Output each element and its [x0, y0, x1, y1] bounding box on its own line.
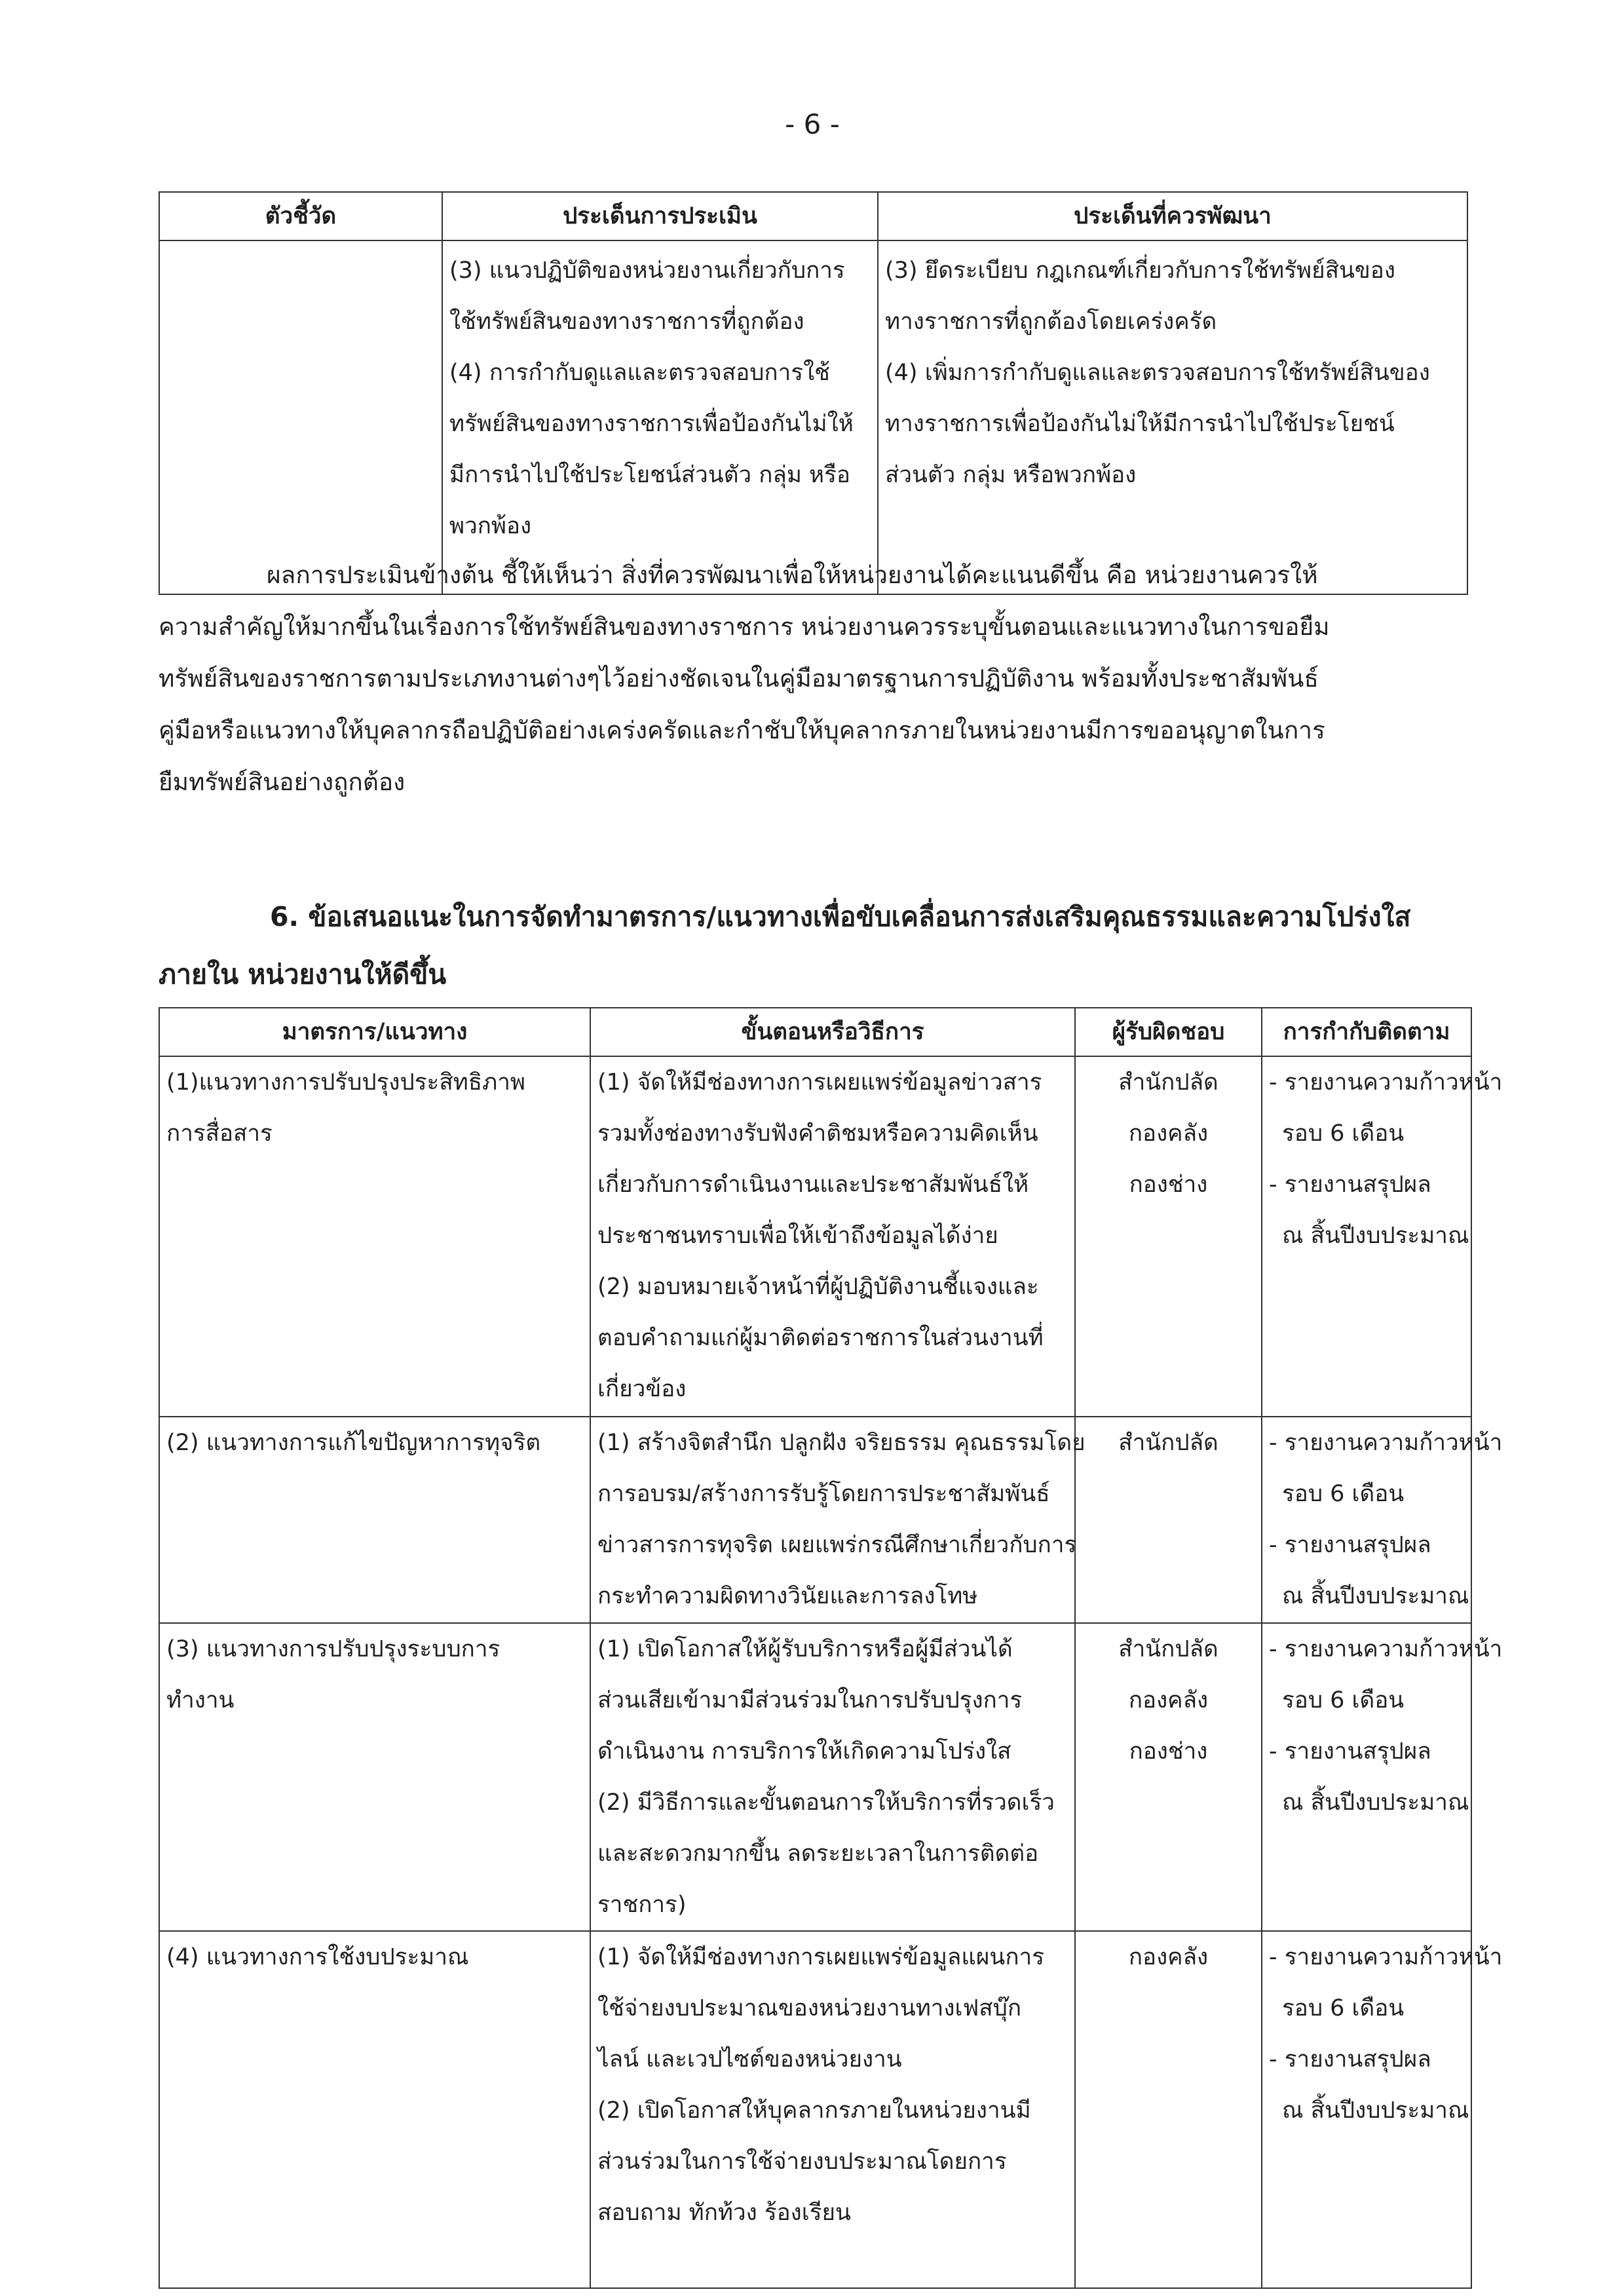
steps-line: (2) มอบหมายเจ้าหน้าที่ผู้ปฏิบัติงานชี้แจงและ	[597, 1274, 1039, 1300]
table-row	[159, 240, 1467, 594]
measure-line: (3) แนวทางการปรับปรุงระบบการ	[166, 1636, 500, 1662]
responsible-cell	[1075, 1056, 1262, 1417]
paragraph-line: ทรัพย์สินของราชการตามประเภทงานต่างๆไว้อย่างชัดเจนในคู่มือมาตรฐานการปฏิบัติงาน พร้อมทั้งประชาสัมพันธ์	[159, 664, 1319, 693]
responsible-cell	[1075, 1417, 1262, 1623]
steps-cell	[590, 1056, 1075, 1417]
header-assessment: ประเด็นการประเมิน	[442, 192, 878, 240]
steps-line: ส่วนเสียเข้ามามีส่วนร่วมในการปรับปรุงการ	[597, 1687, 1023, 1713]
assessment-line: (4) การกำกับดูแลและตรวจสอบการใช้	[449, 360, 830, 386]
steps-line: ดำเนินงาน การบริการให้เกิดความโปร่งใส	[597, 1738, 1011, 1765]
monitoring-cell	[1262, 1623, 1503, 1931]
measure-line: ทำงาน	[166, 1687, 235, 1713]
steps-line: ส่วนร่วมในการใช้จ่ายงบประมาณโดยการ	[597, 2149, 1007, 2175]
measure-line: (1)แนวทางการปรับปรุงประสิทธิภาพ	[166, 1069, 525, 1096]
monitoring-line: ณ สิ้นปีงบประมาณ	[1282, 2097, 1469, 2124]
assessment-line: (3) แนวปฏิบัติของหน่วยงานเกี่ยวกับการ	[449, 258, 845, 284]
monitoring-line: - รายงานสรุปผล	[1269, 2046, 1431, 2073]
assessment-cell	[442, 240, 878, 594]
paragraph-line: ความสำคัญให้มากขึ้นในเรื่องการใช้ทรัพย์สินของทางราชการ หน่วยงานควรระบุขั้นตอนและแนวทางในการขอยืม	[159, 613, 1330, 641]
header-development: ประเด็นที่ควรพัฒนา	[878, 192, 1467, 240]
development-cell	[878, 240, 1467, 594]
header-responsible: ผู้รับผิดชอบ	[1075, 1008, 1262, 1056]
steps-line: ใช้จ่ายงบประมาณของหน่วยงานทางเฟสบุ๊ก	[597, 1995, 1022, 2021]
measures-table-header	[159, 1008, 1471, 1056]
development-line: (4) เพิ่มการกำกับดูแลและตรวจสอบการใช้ทรัพย์สินของ	[885, 360, 1430, 386]
monitoring-cell	[1262, 1931, 1503, 2288]
monitoring-line: รอบ 6 เดือน	[1282, 1995, 1405, 2021]
paragraph-line: ยืมทรัพย์สินอย่างถูกต้อง	[159, 768, 406, 796]
development-line: ส่วนตัว กลุ่ม หรือพวกพ้อง	[885, 462, 1137, 488]
measure-line: การสื่อสาร	[166, 1120, 273, 1147]
steps-line: (1) สร้างจิตสำนึก ปลูกฝัง จริยธรรม คุณธรรมโดย	[597, 1430, 1086, 1456]
measures-table	[159, 1007, 1503, 2289]
steps-cell	[590, 1931, 1075, 2288]
header-monitoring: การกำกับติดตาม	[1262, 1008, 1471, 1056]
table-row	[159, 1931, 1471, 2288]
table-row	[159, 1056, 1471, 1417]
steps-line: (1) เปิดโอกาสให้ผู้รับบริการหรือผู้มีส่วนได้	[597, 1636, 1013, 1662]
development-line: ทางราชการเพื่อป้องกันไม่ให้มีการนำไปใช้ประโยชน์	[885, 411, 1395, 437]
steps-line: (1) จัดให้มีช่องทางการเผยแพร่ข้อมูลแผนการ	[597, 1944, 1045, 1970]
responsible-cell	[1075, 1931, 1262, 2288]
steps-cell	[590, 1417, 1086, 1623]
measure-cell	[159, 1931, 590, 2288]
assessment-line: ใช้ทรัพย์สินของทางราชการที่ถูกต้อง	[449, 309, 804, 335]
responsible-line: สำนักปลัด	[1118, 1430, 1218, 1456]
responsible-line: กองช่าง	[1129, 1172, 1208, 1198]
measure-cell	[159, 1623, 590, 1931]
development-line: ทางราชการที่ถูกต้องโดยเคร่งครัด	[885, 309, 1217, 335]
paragraph-line: คู่มือหรือแนวทางให้บุคลากรถือปฏิบัติอย่างเคร่งครัดและกำชับให้บุคลากรภายในหน่วยงานมีการขออนุญาตในการ	[159, 716, 1325, 744]
steps-line: และสะดวกมากขึ้น ลดระยะเวลาในการติดต่อ	[597, 1841, 1039, 1867]
steps-line: (1) จัดให้มีช่องทางการเผยแพร่ข้อมูลข่าวสาร	[597, 1069, 1042, 1096]
table-row	[159, 1417, 1471, 1623]
assessment-line: มีการนำไปใช้ประโยชน์ส่วนตัว กลุ่ม หรือ	[449, 462, 850, 488]
paragraph-line: ผลการประเมินข้างต้น ชี้ให้เห็นว่า สิ่งที่ควรพัฒนาเพื่อให้หน่วยงานได้คะแนนดีขึ้น คือ หน่วยงานควรให้	[267, 561, 1318, 589]
responsible-line: สำนักปลัด	[1118, 1069, 1218, 1096]
development-line: (3) ยึดระเบียบ กฎเกณฑ์เกี่ยวกับการใช้ทรัพย์สินของ	[885, 258, 1395, 284]
header-indicator: ตัวชี้วัด	[159, 192, 442, 240]
assessment-summary-paragraph	[159, 549, 1467, 808]
steps-line: (2) เปิดโอกาสให้บุคลากรภายในหน่วยงานมี	[597, 2097, 1031, 2124]
steps-line: สอบถาม ทักท้วง ร้องเรียน	[597, 2200, 851, 2226]
table-row	[159, 1623, 1471, 1931]
monitoring-line: - รายงานความก้าวหน้า	[1269, 1944, 1503, 1970]
responsible-cell	[1075, 1623, 1262, 1931]
steps-line: ไลน์ และเวปไซต์ของหน่วยงาน	[597, 2046, 902, 2073]
steps-line: เกี่ยวข้อง	[597, 1376, 687, 1402]
assessment-table	[159, 191, 1468, 595]
steps-line: เกี่ยวกับการดำเนินงานและประชาสัมพันธ์ให้	[597, 1172, 1029, 1198]
steps-line: ตอบคำถามแก่ผู้มาติดต่อราชการในส่วนงานที่	[597, 1325, 1044, 1351]
monitoring-line: - รายงานสรุปผล	[1269, 1172, 1431, 1198]
steps-line: ราชการ)	[597, 1892, 687, 1918]
monitoring-line: ณ สิ้นปีงบประมาณ	[1282, 1583, 1469, 1609]
assessment-line: พวกพ้อง	[449, 513, 532, 539]
section-heading	[159, 888, 1467, 1003]
monitoring-line: - รายงานความก้าวหน้า	[1269, 1069, 1503, 1096]
steps-line: ข่าวสารการทุจริต เผยแพร่กรณีศึกษาเกี่ยวกับการ	[597, 1532, 1077, 1558]
measure-cell	[159, 1056, 590, 1417]
monitoring-line: - รายงานสรุปผล	[1269, 1738, 1431, 1765]
assessment-table-header	[159, 192, 1467, 240]
steps-cell	[590, 1623, 1075, 1931]
steps-line: (2) มีวิธีการและขั้นตอนการให้บริการที่รวดเร็ว	[597, 1789, 1055, 1816]
steps-line: รวมทั้งช่องทางรับฟังคำติชมหรือความคิดเห็น	[597, 1120, 1038, 1147]
measure-cell	[159, 1417, 590, 1623]
header-measure: มาตรการ/แนวทาง	[159, 1008, 590, 1056]
monitoring-line: รอบ 6 เดือน	[1282, 1120, 1405, 1147]
monitoring-cell	[1262, 1417, 1503, 1623]
steps-line: การอบรม/สร้างการรับรู้โดยการประชาสัมพันธ์	[597, 1481, 1050, 1507]
monitoring-line: ณ สิ้นปีงบประมาณ	[1282, 1223, 1469, 1249]
responsible-line: กองคลัง	[1128, 1120, 1209, 1147]
monitoring-cell	[1262, 1056, 1503, 1417]
steps-line: ประชาชนทราบเพื่อให้เข้าถึงข้อมูลได้ง่าย	[597, 1223, 998, 1249]
monitoring-line: รอบ 6 เดือน	[1282, 1481, 1405, 1507]
steps-line: กระทำความผิดทางวินัยและการลงโทษ	[597, 1583, 978, 1609]
assessment-line: ทรัพย์สินของทางราชการเพื่อป้องกันไม่ให้	[449, 411, 854, 437]
section-heading-line: 6. ข้อเสนอแนะในการจัดทำมาตรการ/แนวทางเพื่อขับเคลื่อนการส่งเสริมคุณธรรมและความโปร่งใส	[270, 901, 1411, 932]
monitoring-line: ณ สิ้นปีงบประมาณ	[1282, 1789, 1469, 1816]
responsible-line: กองช่าง	[1129, 1738, 1208, 1765]
section-heading-line: ภายใน หน่วยงานให้ดีขึ้น	[159, 959, 447, 990]
indicator-cell	[159, 240, 442, 594]
responsible-line: กองคลัง	[1128, 1687, 1209, 1713]
responsible-line: สำนักปลัด	[1118, 1636, 1218, 1662]
measure-line: (2) แนวทางการแก้ไขปัญหาการทุจริต	[166, 1430, 541, 1456]
page-number: - 6 -	[785, 108, 840, 140]
responsible-line: กองคลัง	[1128, 1944, 1209, 1970]
monitoring-line: รอบ 6 เดือน	[1282, 1687, 1405, 1713]
monitoring-line: - รายงานความก้าวหน้า	[1269, 1636, 1503, 1662]
monitoring-line: - รายงานสรุปผล	[1269, 1532, 1431, 1558]
monitoring-line: - รายงานความก้าวหน้า	[1269, 1430, 1503, 1456]
header-steps: ขั้นตอนหรือวิธีการ	[590, 1008, 1075, 1056]
measure-line: (4) แนวทางการใช้งบประมาณ	[166, 1944, 469, 1970]
